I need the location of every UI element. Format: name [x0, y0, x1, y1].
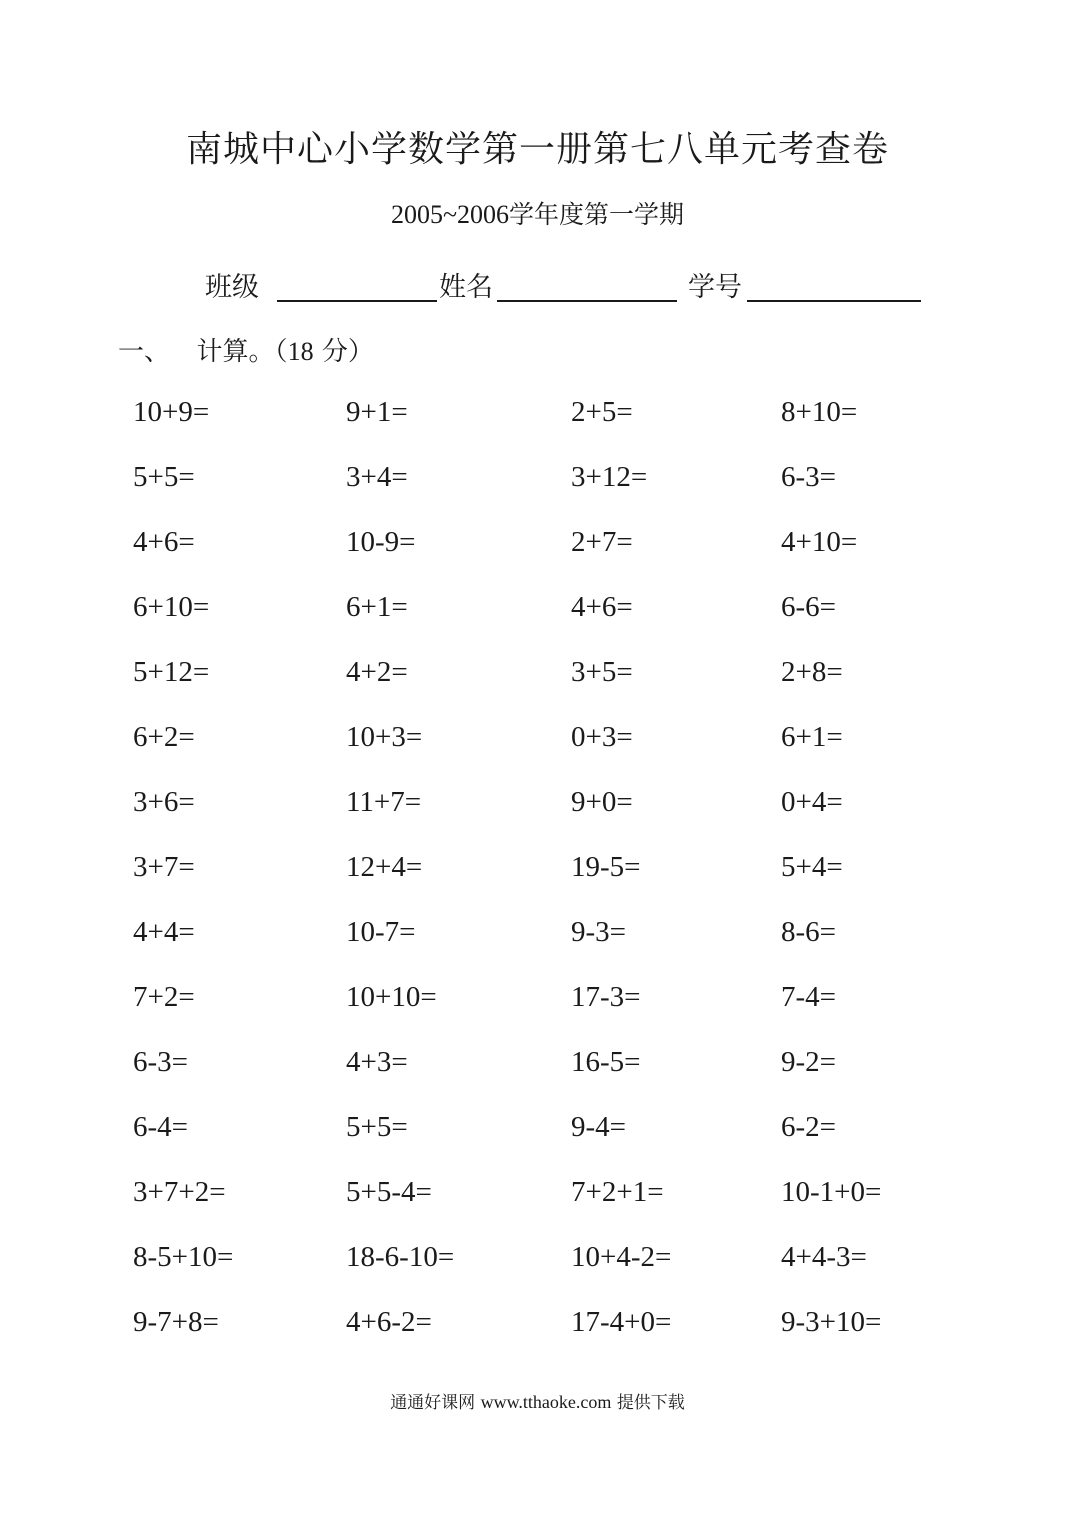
problem-row: [133, 1040, 953, 1105]
problem: 17-3=: [571, 981, 641, 1013]
class-label: 班级: [205, 272, 259, 303]
problem: 9-7+8=: [133, 1306, 219, 1338]
problem: 3+12=: [571, 461, 648, 493]
problem-row: [133, 455, 953, 520]
problem: 9+0=: [571, 786, 633, 818]
problem: 3+5=: [571, 656, 633, 688]
school-term: 学年度第一学期: [509, 200, 685, 229]
problem: 8+10=: [781, 396, 858, 428]
problem: 5+12=: [133, 656, 210, 688]
problem: 8-6=: [781, 916, 837, 948]
section-points: 18: [287, 337, 314, 366]
problem: 3+7=: [133, 851, 195, 883]
problem: 10-7=: [346, 916, 416, 948]
problem: 10+10=: [346, 981, 437, 1013]
section-label: 计算。（: [196, 337, 288, 367]
problem: 9-3+10=: [781, 1306, 882, 1338]
problem: 3+6=: [133, 786, 195, 818]
problem: 4+4=: [133, 916, 195, 948]
problem: 6+1=: [346, 591, 408, 623]
problem: 9+1=: [346, 396, 408, 428]
name-blank[interactable]: [497, 300, 677, 302]
problem: 4+6=: [571, 591, 633, 623]
page-title: 南城中心小学数学第一册第七八单元考查卷: [185, 129, 889, 170]
problem: 9-3=: [571, 916, 627, 948]
footer-suffix: 提供下载: [616, 1393, 685, 1413]
problem: 9-2=: [781, 1046, 837, 1078]
problem: 0+4=: [781, 786, 843, 818]
problem-row: [133, 845, 953, 910]
problem: 5+5=: [346, 1111, 408, 1143]
problem: 16-5=: [571, 1046, 641, 1078]
problem-grid: [133, 390, 953, 1365]
footer-site-name: 通通好课网: [390, 1393, 476, 1413]
problem-row: [133, 780, 953, 845]
problem: 3+7+2=: [133, 1176, 226, 1208]
problem-row: [133, 1170, 953, 1235]
id-label: 学号: [688, 272, 742, 303]
problem: 18-6-10=: [346, 1241, 455, 1273]
section-number: 一、: [118, 337, 171, 367]
problem: 4+2=: [346, 656, 408, 688]
problem: 12+4=: [346, 851, 423, 883]
school-year-range: 2005~2006: [390, 200, 510, 229]
problem-row: [133, 585, 953, 650]
problem: 10+9=: [133, 396, 210, 428]
footer-url[interactable]: www.tthaoke.com: [480, 1392, 612, 1412]
problem: 10-9=: [346, 526, 416, 558]
problem-row: [133, 1235, 953, 1300]
problem-row: [133, 715, 953, 780]
problem: 4+3=: [346, 1046, 408, 1078]
problem: 2+8=: [781, 656, 843, 688]
problem-row: [133, 520, 953, 585]
school-year: [0, 198, 1075, 232]
problem-row: [133, 390, 953, 455]
problem: 19-5=: [571, 851, 641, 883]
problem: 6+10=: [133, 591, 210, 623]
problem-row: [133, 975, 953, 1040]
problem: 6-2=: [781, 1111, 837, 1143]
problem: 8-5+10=: [133, 1241, 234, 1273]
problem: 7+2+1=: [571, 1176, 664, 1208]
problem: 6-4=: [133, 1111, 189, 1143]
problem: 2+5=: [571, 396, 633, 428]
problem: 2+7=: [571, 526, 633, 558]
problem: 0+3=: [571, 721, 633, 753]
problem: 4+4-3=: [781, 1241, 867, 1273]
problem: 5+5=: [133, 461, 195, 493]
problem: 4+10=: [781, 526, 858, 558]
name-label: 姓名: [439, 272, 493, 303]
problem: 11+7=: [346, 786, 422, 818]
problem: 6-6=: [781, 591, 837, 623]
problem-row: [133, 1105, 953, 1170]
problem: 5+4=: [781, 851, 843, 883]
problem-row: [133, 650, 953, 715]
problem: 17-4+0=: [571, 1306, 672, 1338]
problem: 3+4=: [346, 461, 408, 493]
section-suffix: 分）: [321, 337, 374, 367]
problem: 10+3=: [346, 721, 423, 753]
problem-row: [133, 1300, 953, 1365]
problem: 7+2=: [133, 981, 195, 1013]
problem: 4+6-2=: [346, 1306, 432, 1338]
problem: 5+5-4=: [346, 1176, 432, 1208]
problem: 4+6=: [133, 526, 195, 558]
section-heading-calculation: [118, 334, 374, 370]
class-blank[interactable]: [277, 300, 437, 302]
problem: 6-3=: [133, 1046, 189, 1078]
problem: 10+4-2=: [571, 1241, 672, 1273]
id-blank[interactable]: [747, 300, 921, 302]
problem: 6-3=: [781, 461, 837, 493]
problem: 7-4=: [781, 981, 837, 1013]
problem: 6+2=: [133, 721, 195, 753]
problem: 9-4=: [571, 1111, 627, 1143]
problem: 10-1+0=: [781, 1176, 882, 1208]
footer: [0, 1390, 1075, 1415]
problem-row: [133, 910, 953, 975]
problem: 6+1=: [781, 721, 843, 753]
